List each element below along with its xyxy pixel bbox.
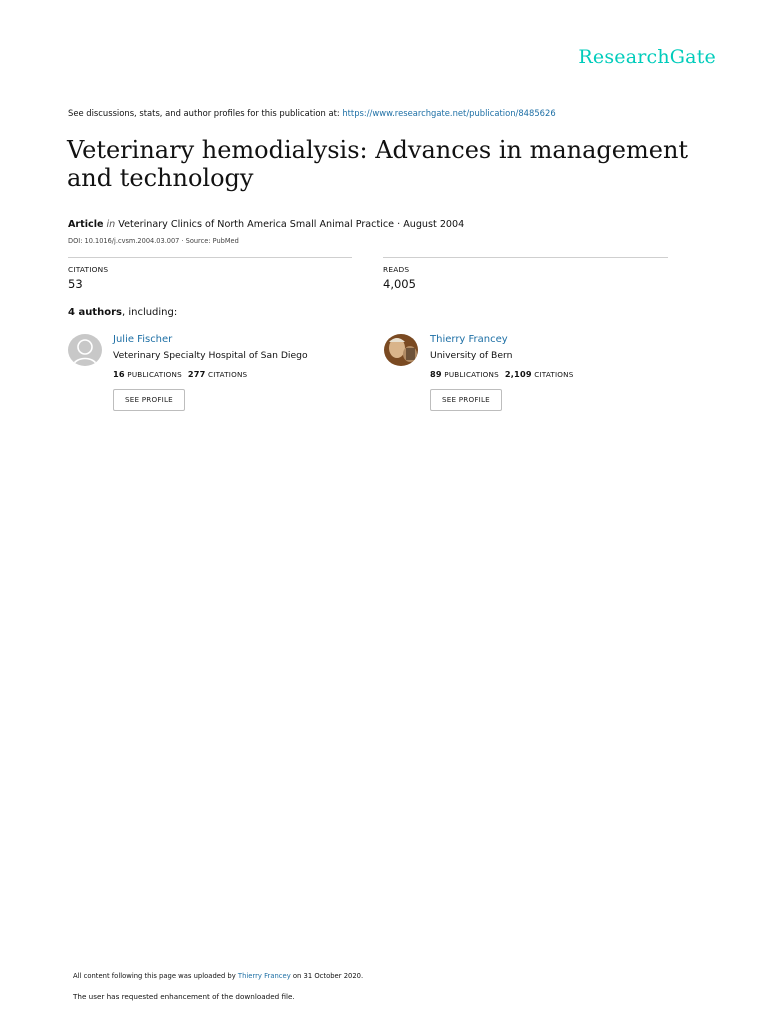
author-photo-icon[interactable] bbox=[384, 334, 418, 366]
citations-divider bbox=[68, 257, 352, 258]
default-user-avatar-icon[interactable] bbox=[68, 334, 102, 366]
author-stats bbox=[430, 369, 573, 379]
author-name[interactable]: Julie Fischer bbox=[113, 334, 173, 345]
citations-label: CITATIONS bbox=[208, 370, 248, 379]
author-institution: Veterinary Specialty Hospital of San Diego bbox=[113, 350, 308, 361]
researchgate-logo[interactable]: ResearchGate bbox=[578, 46, 716, 68]
publications-count: 89 bbox=[430, 369, 442, 379]
reads-label: READS bbox=[383, 265, 410, 274]
publication-title: Veterinary hemodialysis: Advances in management and technology bbox=[67, 136, 689, 192]
author-institution: University of Bern bbox=[430, 350, 513, 361]
citations-count: 2,109 bbox=[504, 369, 532, 379]
author-name[interactable]: Thierry Francey bbox=[430, 334, 508, 345]
doi-source: DOI: 10.1016/j.cvsm.2004.03.007 · Source: PubMed bbox=[68, 237, 239, 245]
publications-count: 16 bbox=[113, 369, 125, 379]
publications-label: PUBLICATIONS bbox=[444, 370, 499, 379]
enhancement-notice: The user has requested enhancement of the downloaded file. bbox=[73, 992, 295, 1001]
upload-notice bbox=[73, 972, 363, 980]
authors-suffix: , including: bbox=[121, 307, 178, 318]
reads-count: 4,005 bbox=[383, 277, 416, 291]
see-profile-button[interactable]: SEE PROFILE bbox=[113, 389, 185, 411]
see-profile-button[interactable]: SEE PROFILE bbox=[430, 389, 502, 411]
citations-label: CITATIONS bbox=[534, 370, 574, 379]
upload-prefix: All content following this page was uploaded by bbox=[73, 972, 238, 980]
discussion-line bbox=[68, 108, 556, 118]
upload-suffix: on 31 October 2020. bbox=[290, 972, 364, 980]
publications-label: PUBLICATIONS bbox=[127, 370, 182, 379]
discussion-prefix: See discussions, stats, and author profiles for this publication at: bbox=[68, 108, 343, 118]
authors-heading bbox=[68, 307, 177, 318]
publication-meta bbox=[68, 219, 464, 230]
citations-count: 277 bbox=[187, 369, 206, 379]
publication-link[interactable]: https://www.researchgate.net/publication/8485626 bbox=[342, 108, 556, 118]
reads-divider bbox=[383, 257, 668, 258]
citations-count: 53 bbox=[68, 277, 83, 291]
publication-type: Article bbox=[68, 219, 104, 230]
authors-count: 4 authors bbox=[68, 307, 122, 318]
uploader-link[interactable]: Thierry Francey bbox=[237, 972, 291, 980]
author-stats bbox=[113, 369, 247, 379]
in-word: in bbox=[106, 219, 116, 230]
journal-date: Veterinary Clinics of North America Small Animal Practice · August 2004 bbox=[118, 219, 465, 230]
citations-label: CITATIONS bbox=[68, 265, 109, 274]
